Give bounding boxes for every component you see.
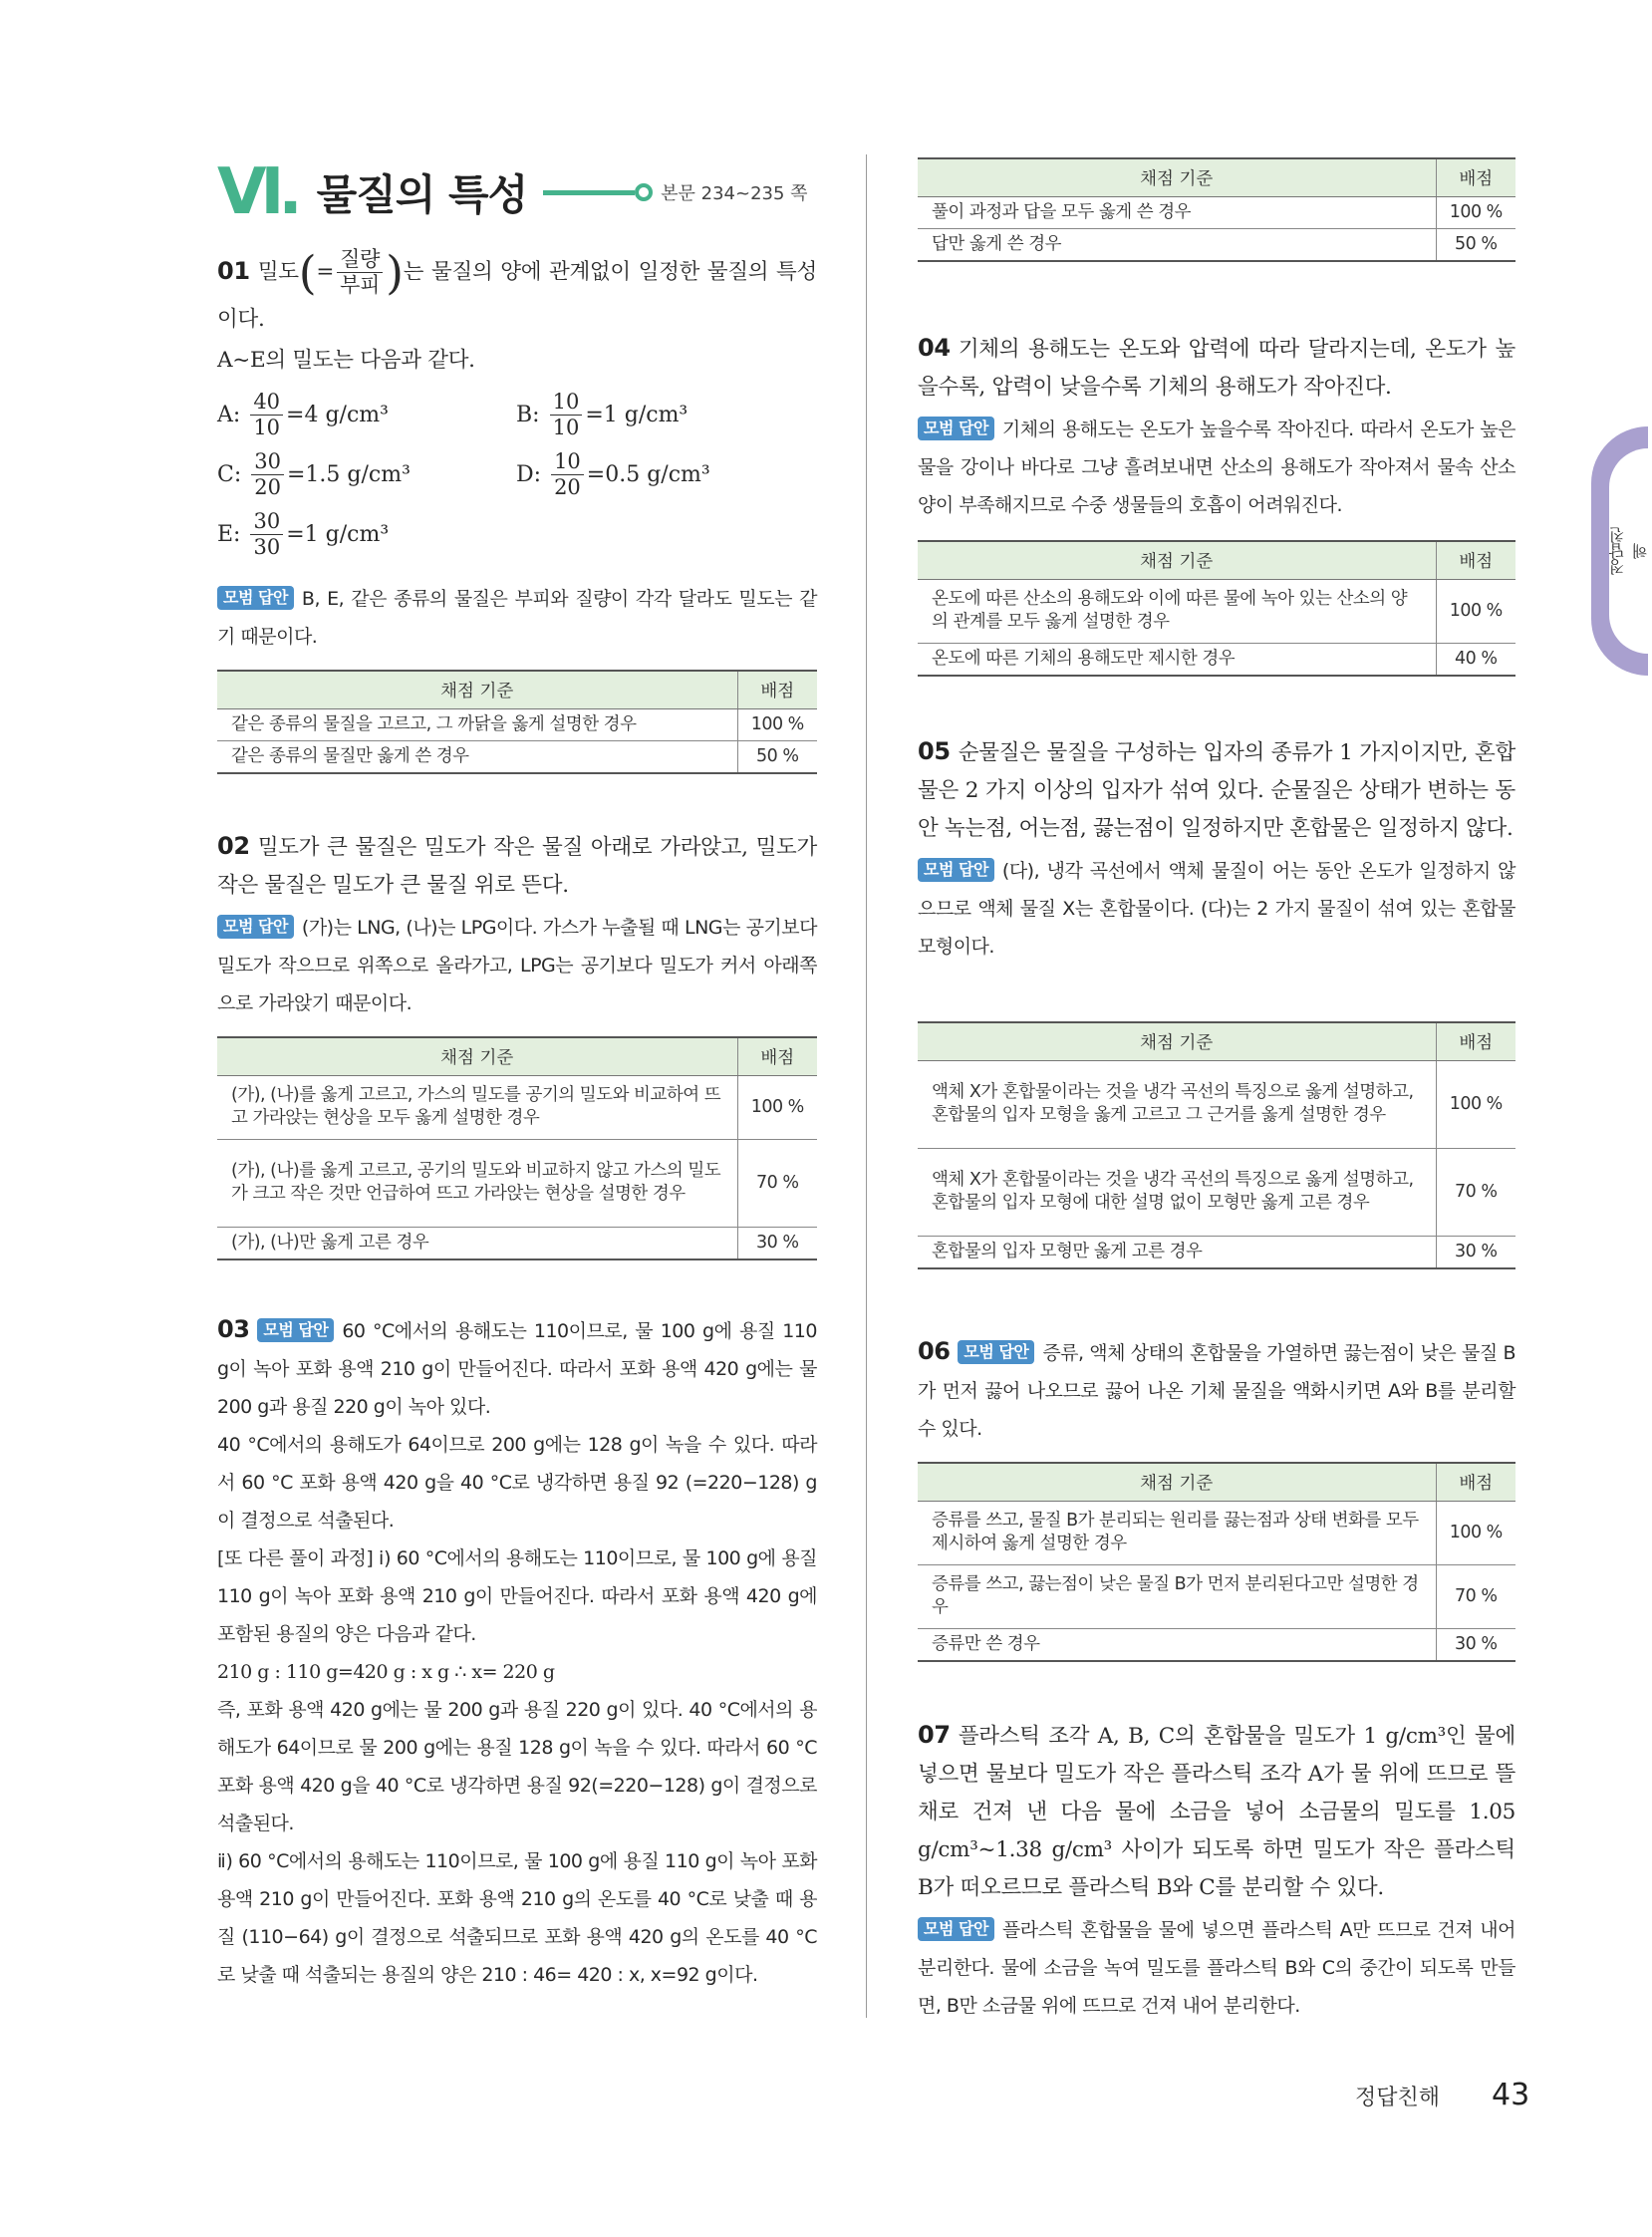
model-answer-text: (다), 냉각 곡선에서 액체 물질이 어는 동안 온도가 일정하지 않으므로 액체 물질 X는 혼합물이다. (다)는 2 가지 물질이 섞여 있는 혼합물 모형이다. — [918, 860, 1515, 958]
question-03 — [217, 1310, 817, 1994]
table-row: 풀이 과정과 답을 모두 옳게 쓴 경우 100 % — [918, 196, 1515, 228]
question-number: 02 — [217, 832, 250, 860]
chapter-header — [217, 157, 808, 227]
question-number: 01 — [217, 256, 250, 285]
scoring-table-05 — [918, 1021, 1515, 1269]
formula-a: A: $\frac{40}{10}$ =4 g/cm³ — [217, 389, 389, 439]
table-row: 증류만 쓴 경우 30 % — [918, 1628, 1515, 1661]
model-answer-badge: 모범 답안 — [958, 1340, 1034, 1364]
model-answer-badge: 모범 답안 — [918, 417, 994, 440]
table-header: 채점 기준 — [918, 1022, 1436, 1060]
table-row: 답만 옳게 쓴 경우 50 % — [918, 228, 1515, 261]
density-fraction: $\frac{\text{질량}}{\text{부피}}$ — [337, 247, 383, 298]
question-text: 플라스틱 조각 A, B, C의 혼합물을 밀도가 1 g/cm³인 물에 넣으면 물보다 밀도가 작은 플라스틱 조각 A가 물 위에 뜨므로 뜰채로 건져 낸 다음 물에 소금을 넣어 소금물의 밀도를 1.05 g/cm³~1.38 g/cm³ 사이가 되도록 하면 밀도가 작은 플라스틱 B가 떠오르므로 플라스틱 B와 C를 분리할 수 있다. — [918, 1724, 1515, 1900]
table-header: 채점 기준 — [918, 541, 1436, 579]
question-07 — [918, 1716, 1515, 2025]
table-row: 같은 종류의 물질을 고르고, 그 까닭을 옳게 설명한 경우 100 % — [217, 708, 817, 740]
footer-label: 정답친해 — [1355, 2086, 1441, 2110]
table-header: 배점 — [737, 671, 817, 708]
table-row: (가), (나)를 옳게 고르고, 가스의 밀도를 공기의 밀도와 비교하여 뜨고 가라앉는 현상을 모두 옳게 설명한 경우 100 % — [217, 1075, 817, 1139]
column-divider — [866, 154, 867, 2018]
density-word: 밀도 — [257, 259, 299, 285]
model-answer-badge: 모범 답안 — [257, 1318, 334, 1342]
table-header: 채점 기준 — [918, 158, 1436, 196]
scoring-table-02 — [217, 1036, 817, 1260]
scoring-table-06 — [918, 1462, 1515, 1662]
question-text: 는 물질의 양에 관계없이 일정한 물질의 특성이다. — [217, 259, 817, 332]
model-answer-text: 증류, 액체 상태의 혼합물을 가열하면 끓는점이 낮은 물질 B가 먼저 끓어 나오므로 끓어 나온 기체 물질을 액화시키면 A와 B를 분리할 수 있다. — [918, 1342, 1515, 1440]
question-06 — [918, 1332, 1515, 1448]
model-answer-text: 플라스틱 혼합물을 물에 넣으면 플라스틱 A만 뜨므로 건져 내어 분리한다. 물에 소금을 녹여 밀도를 플라스틱 B와 C의 중간이 되도록 만들면, B만 소금물 위에 뜨므로 건져 내어 분리한다. — [918, 1919, 1515, 2017]
formula-c: C: $\frac{30}{20}$ =1.5 g/cm³ — [217, 448, 411, 499]
chapter-numeral: VI. — [217, 155, 297, 229]
question-number: 06 — [918, 1337, 951, 1365]
answer-equation: 210 g : 110 g=420 g : x g ∴ x= 220 g — [217, 1661, 555, 1683]
scoring-table-01 — [217, 670, 817, 774]
answer-paragraph: ⅱ) 60 °C에서의 용해도는 110이므로, 물 100 g에 용질 110 g이 녹아 포화 용액 210 g이 만들어진다. 포화 용액 210 g의 온도를 40 °C로 낮출 때 용질 (110−64) g이 결정으로 석출되므로 포화 용액 420 g의 온도를 40 °C로 낮출 때 석출되는 용질의 양은 210 : 46= 420 : x, x=92 g이다. — [217, 1850, 817, 1986]
model-answer-badge: 모범 답안 — [918, 1917, 994, 1941]
density-formulas — [217, 385, 817, 564]
side-tab[interactable] — [1591, 426, 1648, 676]
table-header: 배점 — [1436, 1022, 1515, 1060]
scoring-table-04 — [918, 540, 1515, 677]
model-answer-badge: 모범 답안 — [217, 915, 294, 939]
table-row: 온도에 따른 산소의 용해도와 이에 따른 물에 녹아 있는 산소의 양의 관계를 모두 옳게 설명한 경우 100 % — [918, 579, 1515, 643]
model-answer-badge: 모범 답안 — [918, 858, 994, 882]
answer-paragraph: 즉, 포화 용액 420 g에는 물 200 g과 용질 220 g이 있다. 40 °C에서의 용해도가 64이므로 물 200 g에는 용질 128 g이 녹을 수 있다. 따라서 60 °C 포화 용액 420 g을 40 °C로 냉각하면 용질 92(=220−128) g이 결정으로 석출된다. — [217, 1699, 817, 1834]
table-header: 채점 기준 — [217, 1037, 737, 1075]
scoring-table-03 — [918, 157, 1515, 262]
model-answer-text: (가)는 LNG, (나)는 LPG이다. 가스가 누출될 때 LNG는 공기보다 밀도가 작으므로 위쪽으로 올라가고, LPG는 공기보다 밀도가 커서 아래쪽으로 가라앉기 때문이다. — [217, 917, 817, 1014]
table-header: 배점 — [1436, 158, 1515, 196]
question-01: 01 밀도(= $\frac{\text{질량}}{\text{부피}}$ )는 물질의 양에 관계없이 일정한 물질의 특성이다. A~E의 밀도는 다음과 같다. — [217, 247, 817, 380]
page-number: 43 — [1492, 2078, 1530, 2112]
question-02 — [217, 827, 817, 1022]
question-text: 순물질은 물질을 구성하는 입자의 종류가 1 가지이지만, 혼합물은 2 가지 이상의 입자가 섞여 있다. 순물질은 상태가 변하는 동안 녹는점, 어는점, 끓는점이 일정하지만 혼합물은 일정하지 않다. — [918, 740, 1515, 841]
page-reference: 본문 234~235 쪽 — [661, 183, 808, 204]
table-row: 온도에 따른 기체의 용해도만 제시한 경우 40 % — [918, 643, 1515, 676]
question-number: 07 — [918, 1721, 951, 1749]
side-tab-label: 정답친해 — [1608, 527, 1650, 575]
table-row: (가), (나)를 옳게 고르고, 공기의 밀도와 비교하지 않고 가스의 밀도가 크고 작은 것만 언급하여 뜨고 가라앉는 현상을 설명한 경우 70 % — [217, 1139, 817, 1227]
question-text: 밀도가 큰 물질은 밀도가 작은 물질 아래로 가라앉고, 밀도가 작은 물질은 밀도가 큰 물질 위로 뜬다. — [217, 835, 817, 898]
table-row: 액체 X가 혼합물이라는 것을 냉각 곡선의 특징으로 옳게 설명하고, 혼합물의 입자 모형을 옳게 고르고 그 근거를 옳게 설명한 경우 100 % — [918, 1060, 1515, 1148]
page-footer — [1355, 2078, 1529, 2112]
table-row: 액체 X가 혼합물이라는 것을 냉각 곡선의 특징으로 옳게 설명하고, 혼합물의 입자 모형에 대한 설명 없이 모형만 옳게 고른 경우 70 % — [918, 1148, 1515, 1236]
table-header: 배점 — [1436, 1463, 1515, 1501]
answer-paragraph: 60 °C에서의 용해도는 110이므로, 물 100 g에 용질 110 g이 녹아 포화 용액 210 g이 만들어진다. 따라서 포화 용액 420 g에는 물 200 g과 용질 220 g이 녹아 있다. — [217, 1320, 817, 1418]
question-number: 03 — [217, 1315, 250, 1343]
table-row: 혼합물의 입자 모형만 옳게 고른 경우 30 % — [918, 1236, 1515, 1268]
model-answer-text: 기체의 용해도는 온도가 높을수록 작아진다. 따라서 온도가 높은 물을 강이나 바다로 그냥 흘려보내면 산소의 용해도가 작아져서 물속 산소 양이 부족해지므로 수중 생물들의 호흡이 어려워진다. — [918, 419, 1515, 516]
table-row: (가), (나)만 옳게 고른 경우 30 % — [217, 1227, 817, 1259]
question-subtext: A~E의 밀도는 다음과 같다. — [217, 348, 475, 373]
formula-b: B: $\frac{10}{10}$ =1 g/cm³ — [516, 389, 688, 439]
question-04 — [918, 329, 1515, 524]
chapter-title: 물질의 특성 — [316, 170, 528, 219]
question-number: 05 — [918, 737, 951, 765]
question-text: 기체의 용해도는 온도와 압력에 따라 달라지는데, 온도가 높을수록, 압력이 낮을수록 기체의 용해도가 작아진다. — [918, 337, 1515, 400]
model-answer-text: B, E, 같은 종류의 물질은 부피와 질량이 각각 달라도 밀도는 같기 때문이다. — [217, 588, 817, 648]
table-row: 증류를 쓰고, 끓는점이 낮은 물질 B가 먼저 분리된다고만 설명한 경우 70 % — [918, 1564, 1515, 1628]
header-ring-icon — [635, 183, 653, 201]
table-header: 채점 기준 — [918, 1463, 1436, 1501]
header-rule — [543, 190, 635, 195]
model-answer-badge: 모범 답안 — [217, 586, 294, 610]
table-row: 증류를 쓰고, 물질 B가 분리되는 원리를 끓는점과 상태 변화를 모두 제시하여 옳게 설명한 경우 100 % — [918, 1501, 1515, 1564]
answer-paragraph: 40 °C에서의 용해도가 64이므로 200 g에는 128 g이 녹을 수 있다. 따라서 60 °C 포화 용액 420 g을 40 °C로 냉각하면 용질 92 (=220−128) g이 결정으로 석출된다. — [217, 1434, 817, 1532]
question-number: 04 — [918, 334, 951, 362]
formula-d: D: $\frac{10}{20}$ =0.5 g/cm³ — [516, 448, 710, 499]
table-header: 배점 — [1436, 541, 1515, 579]
answer-paragraph: [또 다른 풀이 과정] ⅰ) 60 °C에서의 용해도는 110이므로, 물 100 g에 용질 110 g이 녹아 포화 용액 210 g이 만들어진다. 따라서 포화 용액 420 g에 포함된 용질의 양은 다음과 같다. — [217, 1547, 817, 1645]
table-header: 채점 기준 — [217, 671, 737, 708]
formula-e: E: $\frac{30}{30}$ =1 g/cm³ — [217, 508, 390, 559]
question-05 — [918, 732, 1515, 966]
answer-01 — [217, 580, 817, 656]
table-header: 배점 — [737, 1037, 817, 1075]
table-row: 같은 종류의 물질만 옳게 쓴 경우 50 % — [217, 740, 817, 773]
